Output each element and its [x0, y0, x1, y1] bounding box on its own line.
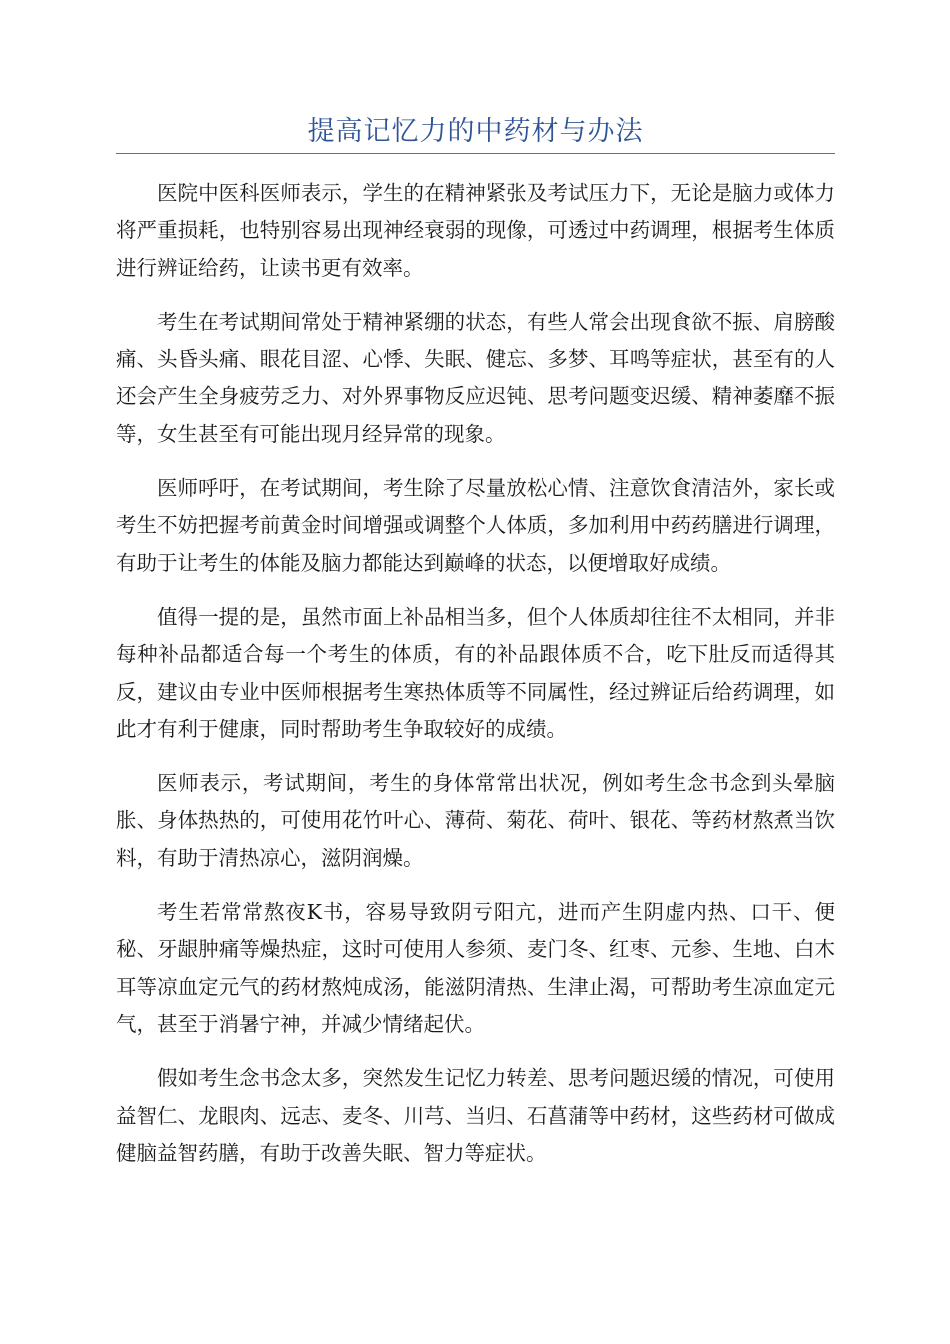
document-title: 提高记忆力的中药材与办法: [307, 116, 644, 147]
paragraph: 值得一提的是，虽然市面上补品相当多，但个人体质却往往不太相同，并非每种补品都适合每一个考生的体质，有的补品跟体质不合，吃下肚反而适得其反，建议由专业中医师根据考生寒热体质等不同属性，经过辨证后给药调理，如此才有利于健康，同时帮助考生争取较好的成绩。: [116, 604, 835, 741]
paragraph: 考生若常常熬夜K书，容易导致阴亏阳亢，进而产生阴虚内热、口干、便秘、牙龈肿痛等燥热症，这时可使用人参须、麦门冬、红枣、元参、生地、白木耳等凉血定元气的药材熬炖成汤，能滋阴清热、生津止渴，可帮助考生凉血定元气，甚至于消暑宁神，并减少情绪起伏。: [116, 900, 835, 1036]
paragraph: 医师呼吁，在考试期间，考生除了尽量放松心情、注意饮食清洁外，家长或考生不妨把握考前黄金时间增强或调整个人体质，多加利用中药药膳进行调理，有助于让考生的体能及脑力都能达到巅峰的状态，以便增取好成绩。: [116, 476, 835, 575]
paragraph: 医院中医科医师表示，学生的在精神紧张及考试压力下，无论是脑力或体力将严重损耗，也特别容易出现神经衰弱的现像，可透过中药调理，根据考生体质进行辨证给药，让读书更有效率。: [116, 181, 835, 280]
paragraph: 假如考生念书念太多，突然发生记忆力转差、思考问题迟缓的情况，可使用益智仁、龙眼肉、远志、麦冬、川芎、当归、石菖蒲等中药材，这些药材可做成健脑益智药膳，有助于改善失眠、智力等症状。: [116, 1066, 835, 1165]
paragraph: 考生在考试期间常处于精神紧绷的状态，有些人常会出现食欲不振、肩膀酸痛、头昏头痛、眼花目涩、心悸、失眠、健忘、多梦、耳鸣等症状，甚至有的人还会产生全身疲劳乏力、对外界事物反应迟钝、思考问题变迟缓、精神萎靡不振等，女生甚至有可能出现月经异常的现象。: [116, 309, 835, 446]
paragraph: 医师表示，考试期间，考生的身体常常出状况，例如考生念书念到头晕脑胀、身体热热的，可使用花竹叶心、薄荷、菊花、荷叶、银花、等药材熬煮当饮料，有助于清热凉心，滋阴润燥。: [116, 771, 835, 870]
document-body: [116, 175, 835, 1189]
title-underline: [116, 153, 835, 154]
